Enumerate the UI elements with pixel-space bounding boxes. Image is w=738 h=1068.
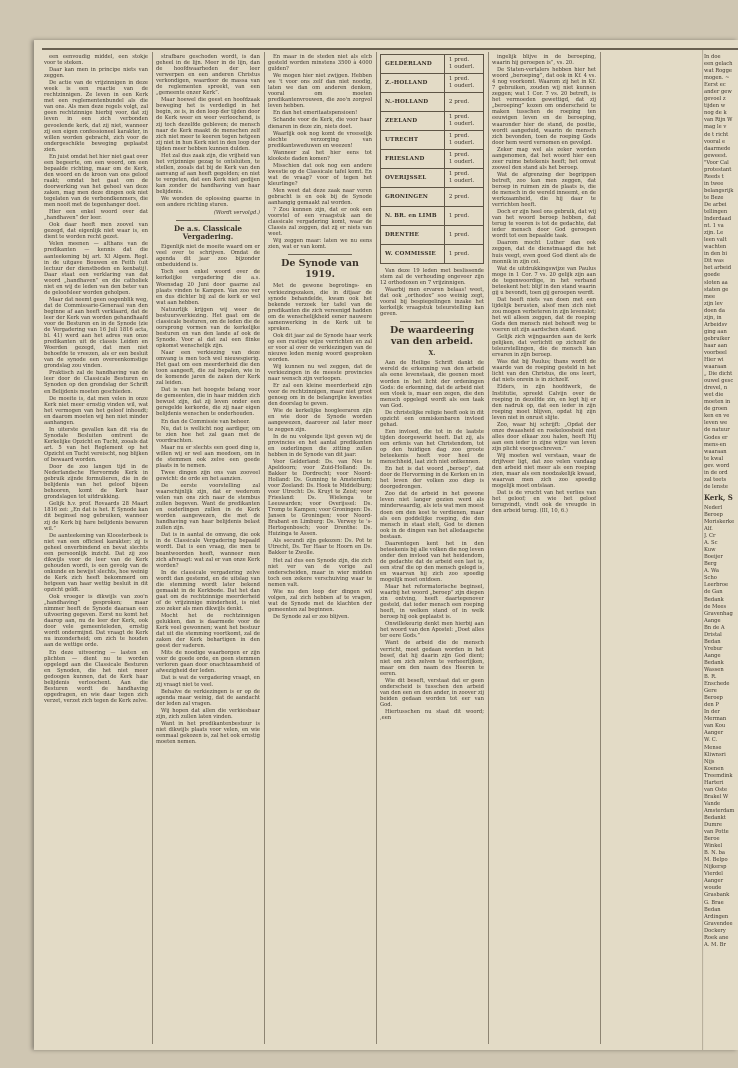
article-paragraph: Wanneer zal het hier eens tot klookste daden komen? xyxy=(268,149,372,162)
article-paragraph: Wij zeggen maar: laten we nu eens zien, wat er van komt. xyxy=(268,238,372,251)
column-5 xyxy=(492,54,596,1044)
province-name: GRONINGEN xyxy=(381,188,445,207)
article-paragraph: Zeker mag wel als zeker worden aangenomen, dat het woord hier een zeer ruime betekenis heeft; het omvat zoowel den stand als het beroep. xyxy=(492,146,596,171)
edge-text-line: Mense xyxy=(704,744,722,751)
column-rule xyxy=(600,52,601,1044)
edge-text-line: Merman xyxy=(704,716,727,723)
article-separator xyxy=(400,321,464,322)
article-paragraph: Mocht het de rechtzinnigen gelukken, dan is daarmede voor de Kerk veel gewonnen; want het bestuur dat uit die stemming voortkomt, zal de zaken der Kerk behartigen in den geest der vaderen. xyxy=(156,612,260,650)
article-paragraph: Nu, dat is wellicht nog aardiger, om te zien hoe het zal gaan met de voordrachten. xyxy=(156,425,260,444)
province-delegates: 1 pred. 1 ouderl. xyxy=(444,131,483,150)
edge-text-line: J. Cr xyxy=(704,533,716,540)
edge-text-line: Nederl xyxy=(704,504,723,511)
edge-text-line: te Beze xyxy=(704,194,724,201)
province-row xyxy=(381,226,484,245)
article-paragraph: Een invloed, die tot in de laatste tijden doorgewerkt heeft. Dat zij, als een erfenis van het Christendom, tot op den huidigen dag zoo groote beteekenis heeft voor heel de menschheid, laat zich niet ontkennen. xyxy=(380,428,484,466)
edge-text-line: van Rijn W xyxy=(704,117,733,124)
edge-text-line: „ Die dicht xyxy=(704,371,733,378)
edge-text-line: wet die xyxy=(704,392,724,399)
province-name: UTRECHT xyxy=(381,131,445,150)
edge-text-line: ken en ve xyxy=(704,413,730,420)
edge-text-line: Bedank xyxy=(704,596,724,603)
article-paragraph: Dat is wat de vergadering vraagt, en zij vraagt niet te veel. xyxy=(156,675,260,688)
article-paragraph: Praktisch zal de handhaving van de leer door de Classicale Besturen en Synoden op den grondslag der Schrift en Belijdenis moeten geschieden. xyxy=(44,370,148,395)
article-paragraph: Het zal dus zaak zijn, die vrijheid van het vrijzinnige gezag te ontsluiten, te stellen, zooals dat bij de Kerk van den aanvang af aan heeft gegolden; en niet te vergeten, dat een Kerk niet gedijen kan zonder de handhaving van haar belijdenis. xyxy=(156,152,260,196)
article-paragraph: Eigenlijk niet de moeite waard om er veel over te schrijven. Omdat de agenda dit jaar zoo bijzonder onbeduidend is. xyxy=(156,244,260,269)
province-delegates: 1 pred. 1 ouderl. xyxy=(444,112,483,131)
edge-text-line: W. C. xyxy=(704,737,718,744)
article-paragraph: Misschien dat ook nog een andere kwestie op de Classicale tafel komt. En wat de vraag? voor of tegen het kleurlinge? xyxy=(268,162,372,187)
edge-text-line: waaraan xyxy=(704,364,727,371)
edge-text-line: in de ord xyxy=(704,469,728,476)
article-paragraph: En dan de Commissie van beheer. xyxy=(161,418,250,425)
edge-text-line: Dit was xyxy=(704,258,724,265)
edge-text-line: M. Belpo xyxy=(704,857,728,864)
column-1 xyxy=(44,54,148,1044)
province-name: ZEELAND xyxy=(381,112,445,131)
article-paragraph: Doch er zijn heel ons gebruik, dat wij van het woord beroep hebben, dat terug te voeren is tot de gedachte, dat ieder mensch door God geroepen wordt tot een bepaalde taak. xyxy=(492,209,596,240)
edge-text-line: Inderdaad xyxy=(704,216,732,223)
column-rule xyxy=(488,52,489,1044)
article-paragraph: En maar in de steden niet als elcb gesteld worden minstens 3500 à 4000 gulden? xyxy=(268,54,372,73)
edge-text-line: Gere xyxy=(704,688,717,695)
article-paragraph: Daarentegen kent het in den beteekenis bij alle volken die nog leven onder den invloed van het heidendom, de gedachte dat de arbeid een last is, een straf die op den mensch gelegd is, en waarvan hij zich zoo spoedig mogelijk moet ontdoen. xyxy=(380,540,484,584)
edge-text-line: Aange xyxy=(704,652,721,659)
article-paragraph: Daar kan men in principe niets van zeggen. xyxy=(44,67,148,80)
article-paragraph: Waarlijk ook nog komt de vreeselijk slechte verzorging van predikantsweduwen en weezen! xyxy=(268,130,372,149)
edge-text-line: Bedan xyxy=(704,638,721,645)
edge-text-line: Kliwnsri xyxy=(704,751,726,758)
edge-text-line: ander gew xyxy=(704,89,732,96)
article-paragraph: een eenvoudig middel, een stokje voor te steken. xyxy=(44,54,148,67)
edge-text-line: de Gan xyxy=(704,589,723,596)
edge-text-line: Eerst ec xyxy=(704,82,726,89)
edge-text-line: nog de k xyxy=(704,110,727,117)
edge-text-line: A. M. Br xyxy=(704,941,726,948)
edge-text-line: Aange xyxy=(704,617,721,624)
edge-text-line: wachten xyxy=(704,244,727,251)
edge-text-line: mag le v xyxy=(704,124,727,131)
article-paragraph: Twee dingen zijn ons van zooveel gewicht: de orde en het aanzien. xyxy=(156,469,260,482)
edge-text-line: gebruiker xyxy=(704,335,730,342)
article-paragraph: Wie nu den loop der dingen wil volgen, zal zich hebben af te vragen, wat de Synode met de klachten der gemeenten zal beginnen. xyxy=(268,588,372,613)
article-paragraph: ingelijk blijve in de beroeping, waarin hij geroepen is”, vs. 20. xyxy=(492,54,596,67)
column-rule xyxy=(376,52,377,1044)
edge-text-line: Arbeidsv xyxy=(704,321,728,328)
edge-text-line: A. Wa xyxy=(704,568,720,575)
province-delegates: 1 pred. 1 ouderl. xyxy=(444,74,483,93)
newspaper-page xyxy=(34,40,738,1050)
edge-text-line: Godes er xyxy=(704,434,728,441)
edge-text-line: leven we xyxy=(704,420,728,427)
province-name: Z.-HOLLAND xyxy=(381,74,445,93)
article-paragraph: Wat de afgrenzing der begrippen betreft, zoo kan men zeggen, dat beroep in ruimen zin de plaats is, die de mensch in de wereld inneemt, en de werkzaamheid, die hij daar te verrichten heeft. xyxy=(492,171,596,209)
edge-text-line: A. Sc xyxy=(704,540,718,547)
article-paragraph: Elders, in zijn hoofdwerk, de Institutie, spreekt Calvijn over de roeping in dezelfde zin, en legt hij er den nadruk op, dat een ieder in zijn roeping moet blijven, opdat hij zijn leven niet in onrust slijte. xyxy=(492,384,596,421)
province-delegates: 1 pred. xyxy=(444,207,483,226)
article-paragraph: strafbare geschoden wordt, is dan geheel in de lijn. Meer in de lijn, dan de hoofdwaarheden der leer verwerpen en een anderen Christus verkondigen, waardoor de massa van de reglementen spreekt, van een „gemeente onzer Kerk”. xyxy=(156,54,260,97)
edge-text-line: Scho xyxy=(704,575,717,582)
province-name: N.-HOLLAND xyxy=(381,93,445,112)
province-row xyxy=(381,169,484,188)
edge-text-line: de t richt xyxy=(704,131,729,138)
article-paragraph: De eerste voorstelling zal waarschijnlijk zijn, dat er wederom velen van ons zich naar de stembus zullen begeven. Want de predikanten en ouderlingen zullen in de Kerk worden aangewezen, die met de handhaving van haar belijdenis belast zullen zijn. xyxy=(156,483,260,532)
province-delegates: 1 pred. 1 ouderl. xyxy=(444,169,483,188)
article-paragraph: Gelijk zich wijngaarden aan de kerk gelijken, dat verlichtt op zichzelf de teleurstellingen, die de mensch kan ervaren in zijn beroep. xyxy=(492,334,596,359)
province-delegates: 1 pred. 1 ouderl. xyxy=(444,150,483,169)
province-row xyxy=(381,74,484,93)
province-delegates: 2 pred. xyxy=(444,188,483,207)
edge-text-line: geweest. xyxy=(704,152,728,159)
edge-text-line: Beroep xyxy=(704,695,723,702)
province-delegates: 1 pred. xyxy=(444,245,483,264)
article-heading-synode: De Synode van 1919. xyxy=(281,258,359,280)
edge-text-line: Koenen xyxy=(704,765,724,772)
edge-text-line: vooral e xyxy=(704,138,726,145)
article-separator xyxy=(288,254,352,255)
edge-text-line: Alf. xyxy=(704,526,713,533)
edge-text-line: Vierdel xyxy=(704,871,723,878)
next-page-edge xyxy=(704,54,738,1044)
article-paragraph: Dat heeft niets van doen met een lijdelijk berusten, alsof men zich niet zou mogen verbeteren in zijn levenslot; het wil alleen zeggen, dat de roeping Gods den mensch niet behoeft weg te voeren uit zijn aardschen stand. xyxy=(492,296,596,334)
province-table xyxy=(380,54,484,264)
edge-text-line: Ardingen xyxy=(704,913,729,920)
column-4 xyxy=(380,54,484,1044)
article-paragraph: ? Zou kunnen zijn, dat er ook een voorstel of een vraagstuk aan de classicale vergadering komt, waar de Classis zal zeggen, dat zij er niets van weet. xyxy=(268,207,372,238)
province-row xyxy=(381,93,484,112)
edge-text-line: ging aan xyxy=(704,328,727,335)
edge-text-line: B. R. xyxy=(704,674,717,681)
article-paragraph: En juist omdat het hier niet gaat over een begeerte, om een woord, om een bepaalde richting, maar om de Kerk, den woord en de kroon van ons geloof raakt; omdat het gaat om de doorwerking van het geheel van deze zaken, mag men deze dingen ook niet tegelaten van de verbondkenmers, die men nooit met de tegenhanger doet. xyxy=(44,153,148,209)
edge-text-line: sloten aa xyxy=(704,279,728,286)
edge-text-line: woude xyxy=(704,885,722,892)
province-row xyxy=(381,188,484,207)
article-paragraph: De aanteekening van Kloosterbeek is niet van een officieel karakter; zij is geheel onverbindend en bevat slechts een persoonlijk inzicht. Dat zij zoo dikwijls voor de leer van de Kerk gehouden wordt, is een gevolg van de onkunde en bewijst slechts, hoe weinig de Kerk zich heeft bekommerd om hetgeen van haar wettig besluit in dit opzicht geldt. xyxy=(44,532,148,594)
edge-text-line: zijn lev xyxy=(704,300,723,307)
column-rule xyxy=(264,52,265,1044)
column-2 xyxy=(156,54,260,1044)
edge-text-line: Treemdink xyxy=(704,772,733,779)
edge-text-line: Nijs xyxy=(704,758,715,765)
article-paragraph: Schande voor de Kerk, die voor haar dienaren in deze zin, niets doet. xyxy=(268,117,372,130)
province-row xyxy=(381,131,484,150)
article-paragraph: In uiterste gevallen kan dit via de Synodale Besluiten omtrent de Kerkelijke Opzicht en Tucht, zooals dat art. 5 van het Reglement op het Opzicht en Tucht vereischt, nog blijken of bewaard worden. xyxy=(44,426,148,464)
article-paragraph: Als secundi zijn gekozen: Ds. Pot te Utrecht, Ds. Ter Haar te Hoorn en Ds. Bakker te Zwolle. xyxy=(268,538,372,557)
edge-text-line: waaraan xyxy=(704,448,727,455)
edge-text-line: Enschede xyxy=(704,681,730,688)
article-paragraph: Wat de uitdrukkingswijze van Paulus moge in 1 Cor. 7 vs. 20 gelijk zijn aan de tegenwoordige, in het verband beteekent het: blijf in den stand waarin gij u bevondt, toen gij geroepen werdt. xyxy=(492,265,596,296)
edge-text-line: ouwel gesc xyxy=(704,378,734,385)
edge-text-line: Vrebur xyxy=(704,645,723,652)
province-delegates: 1 pred. xyxy=(444,226,483,245)
edge-text-line: Bedank xyxy=(704,659,724,666)
edge-text-line: In doe xyxy=(704,54,721,60)
edge-text-line: Amsterdam xyxy=(704,807,735,814)
article-paragraph: En deze uitvoering — lasten en plichten — dient nu te worden opgelegd aan die Classicale Besturen en Synoden, die het niet meer gedoogen kunnen, dat de Kerk haar belijdenis verloochent. Aan die Besturen wordt de handhaving opgedragen, en wie daar tegen zich verzet, verzet zich tegen de Kerk zelve. xyxy=(44,649,148,704)
edge-text-line: Winkel xyxy=(704,843,723,850)
article-paragraph: Dat is van het hoogste belang voor de gemeenten, die in haar midden zich bewust zijn, dat zij leven onder een geregelde kerkorde, die zij naar eigen belijdenis wenschen te onderhouden. xyxy=(156,387,260,418)
article-paragraph: Aan de Heilige Schrift dankt de wereld de erkenning van den arbeid als eene levenstaak, die geenen moet worden in het licht der ordeningen Gods: de erkenning, dat de arbeid niet een vloek is, maar een zegen, die den mensch opgelegd wordt als een taak van God. xyxy=(380,360,484,409)
article-paragraph: Dat is de vrucht van het verlies van het geloof; en wie het geloof terugvindt, vindt ook de vreugde in den arbeid terug. (III, 10, 6.) xyxy=(492,490,596,515)
province-row xyxy=(381,112,484,131)
article-paragraph: Velen meenen — althans van de predikanten — kennis dat die aanteekening bij art. XI Algem. Regl. in de uitgave Bouwen en Feith (uit lectuur der dienstboden en kenbatij). Daar staat een verklaring van dat woord „handhaven” en die catholiek niet en wij de leden van den beter van de geloofsleer worden geholpen. xyxy=(44,241,148,296)
edge-text-line: Kuw xyxy=(704,547,716,554)
article-paragraph: Hier een enkel woord over dat „handhaven” der leer. xyxy=(44,209,148,222)
edge-text-line: de groen xyxy=(704,406,728,413)
edge-text-line: nt. 1 va xyxy=(704,223,724,230)
edge-text-line: staten ge xyxy=(704,286,729,293)
edge-text-line: Bedankt xyxy=(704,814,726,821)
article-paragraph: In de nu volgende lijst geven wij de provincies en het aantal predikanten en ouderlingen die zitting zullen hebben in de Synode van dit jaar: xyxy=(268,433,372,458)
edge-text-line: Bn de A xyxy=(704,624,725,631)
province-name: OVERIJSSEL xyxy=(381,169,445,188)
edge-text-line: de natuur xyxy=(704,427,730,434)
article-paragraph: Maar nu er slechts een goed ding is, willen wij er wel aan meedoen, om in de stemmen ook zelve een goede plaats in te nemen. xyxy=(156,444,260,469)
edge-text-line: zijn, in xyxy=(704,314,722,321)
edge-text-line: Reeds t xyxy=(704,173,724,180)
edge-text-line: G. Brae xyxy=(704,899,724,906)
edge-heading: Kerk, S xyxy=(704,492,733,502)
edge-text-line: Beroep xyxy=(704,511,723,518)
article-paragraph: Maar het reformatorische beginsel, waarbij het woord „beroep” zijn diepen zin ontving, heeft daartegenover gesteld, dat ieder mensch een roeping heeft, in welken stand of in welk beroep hij ook geplaatst is. xyxy=(380,584,484,621)
edge-text-line: van Kou xyxy=(704,723,726,730)
edge-text-line: de lenste xyxy=(704,483,728,490)
edge-text-line: Dristal xyxy=(704,631,722,638)
edge-text-line: tellingen xyxy=(704,209,728,216)
edge-text-line: in twee xyxy=(704,180,724,187)
article-paragraph: En dan het emeritaatspensioen! xyxy=(273,110,358,117)
edge-text-line: Dockery xyxy=(704,927,726,934)
article-paragraph: Was dat bij Paulus; thans wordt de waarde van de roeping gesteld in het licht van den Christus, die ons leert, dat niets onrein is in zichzelf. xyxy=(492,359,596,384)
article-paragraph: En het is dat woord „beroep”, dat door de Hervorming in de Kerken en in het leven der volken zoo diep is doorgedrongen. xyxy=(380,466,484,491)
article-paragraph: De christelijke religie heeft ook in dit opzicht een onmiskenbaren invloed gehad. xyxy=(380,409,484,428)
column-rule xyxy=(152,52,153,1044)
article-paragraph: Ook dit jaar zal de Synode haar werk op een rustige wijze verrichten en zal er voor al over de verkiezingen van de nieuwe leden menig woord gesproken worden. xyxy=(268,332,372,364)
province-name: W. COMMISSIE xyxy=(381,245,445,264)
edge-text-line: Roek ane xyxy=(704,934,729,941)
article-heading-classicale: De a.s. Classicale Vergadering. xyxy=(174,224,242,242)
article-paragraph: Naar een verkiezing van deze omvang is men toch wel nieuwsgierig. Het gaat om een meerderheid die den toon aangeeft, die zal bepalen, wie in de komende jaren de zaken der Kerk zal leiden. xyxy=(156,350,260,387)
article-paragraph: De moeite is, dat men velen in onze Kerk niet meer ernstig vinden wil, wat het vermogen van het geloof inhoudt; en daarom moeten wij hen niet minder aanhangen. xyxy=(44,395,148,426)
province-delegates: 1 pred. 1 ouderl. xyxy=(444,55,483,74)
column-3 xyxy=(268,54,372,1044)
edge-text-line: Aanger xyxy=(704,730,724,737)
province-name: FRIESLAND xyxy=(381,150,445,169)
article-paragraph: Wie de kerkelijke hoogleeraren zijn en wie door de Synode worden aangewezen, daarover zal later meer te zeggen zijn. xyxy=(268,408,372,433)
province-delegates: 2 pred. xyxy=(444,93,483,112)
article-paragraph: Zoo, waar hij schrijft: „Opdat der onze dwaasheid en roekeloosheid niet alles door elkaar zou halen, heeft Hij aan een ieder in zijne wijze van leven zijn plicht voorgeschreven.” xyxy=(492,421,596,452)
edge-text-line: Harteri xyxy=(704,779,724,786)
article-paragraph: We wonden de oplossing gaarne in een andere richting sturen. xyxy=(156,196,260,209)
edge-text-line: belangsrijk xyxy=(704,187,734,194)
article-numeral: X. xyxy=(428,350,436,358)
edge-text-line: mogen. ~ xyxy=(704,75,730,82)
edge-text-line: te kwal xyxy=(704,455,724,462)
edge-text-line: Berg xyxy=(704,561,717,568)
edge-text-line: goede xyxy=(704,272,720,279)
article-paragraph: Behalve de verkiezingen is er op de agenda maar weinig, dat de aandacht der leden zal vragen. xyxy=(156,688,260,707)
province-row xyxy=(381,55,484,74)
province-row xyxy=(381,245,484,264)
article-paragraph: We mogen hier niet zwijgen. Hebben we 't voor ons zelf dan niet noodig, laten we dan om anderen denken, vooral om moeten predikantenvrouwen, die zoo'n zorgvol leven hebben. xyxy=(268,73,372,110)
article-paragraph: Onwillekeurig denkt men hierbij aan het woord van den Apostel: „Doet alles ter eere Gods.” xyxy=(380,621,484,640)
edge-text-line: doen da xyxy=(704,307,725,314)
article-paragraph: Maar hoewel die geest en hoofdzaak beweging het is verdedigd in het begin, ze is, in den loop der tijden door de Kerk weer en weer verloochend, is zij toch dezelfde gebleven; de mensch naar de Kerk maakt de menschen zelf zich niet meer te keeren tegen hetgeen zij niet in hun Kerk niet in den loop der tijden meer hebben kunnen dulden. xyxy=(156,97,260,152)
edge-text-line: Beroe xyxy=(704,836,720,843)
article-paragraph: De actie van de vrijzinnigen in deze week is een reactie van de rechtzinnigen. Ze leven in een Kerk met een reglementenbundel als die van ons. Als men deze regels volgt, zal geen rechtzinnige hierbij voor, dat zij leven in een zich verbonden gevoelende kerk, dat zij niet, wanneer zij een eigen confessioneel karakter, in willen worden gebracht, zich voor de ondergeschikte beweging geplaatst zien. xyxy=(44,80,148,153)
edge-text-line: van Potte xyxy=(704,829,729,836)
article-paragraph: Hiertusschen nu staat dit woord; ,een xyxy=(380,709,484,722)
article-paragraph: Ook vroeger is dikwijls van zoo'n „handhaving” gesproken; maar nimmer heeft de Synode daaraan een uitvoering gegeven. Eerst nu komt het daarop aan, nu de leer der Kerk, ook door vele gemeenteleden, ernstig wordt ondermijnd. Dat vraagt de Kerk nu inzonderheid; om zich te houden aan de wettige orde. xyxy=(44,594,148,649)
article-paragraph: Want de arbeid die de mensch verricht, moet gedaan worden in het besef, dat hij daarin zijn God dient; niet om zich zelven te verheerlijken, maar om den naam des Heeren te eeren. xyxy=(380,640,484,677)
edge-text-line: Gravendee xyxy=(704,920,733,927)
edge-text-line: moeten in xyxy=(704,399,731,406)
edge-text-line: Vande xyxy=(704,800,721,807)
edge-text-line: het arbeid xyxy=(704,265,732,272)
article-paragraph: Natuurlijk krijgen wij weer de bestuursverkiezing. Het gaat om de classicale besturen, om de leden die de oorsprong vormen van de kerkelijke besturen en van den lande af ook de Synode. Voor al dat zal een flinke opkomst wenschelijk zijn. xyxy=(156,306,260,349)
edge-text-line: den P xyxy=(704,702,719,709)
edge-text-line: drevel, n xyxy=(704,385,728,392)
edge-text-line: mee xyxy=(704,293,716,300)
article-paragraph: Van deze 19 leden met beslissende stem zal de verhouding ongeveer zijn 12 orthodoxen en 7 vrijzinnigen. xyxy=(380,268,484,287)
province-name: GELDERLAND xyxy=(381,55,445,74)
edge-text-line: Wassen xyxy=(704,666,724,673)
article-paragraph: De Synode zal er zoo blijven. xyxy=(273,613,350,620)
edge-text-line: Hier wi xyxy=(704,357,724,364)
article-paragraph: Er zal een kleine meerderheid zijn voor de rechtzinnigen, maar niet groot genoeg om in de belangrijke kwesties den doorslag te geven. xyxy=(268,383,372,408)
article-paragraph: Daarom mocht Luther dan ook zeggen, dat de dienstmaagd die het huis veegt, even goed God dient als de monnik in zijn cel. xyxy=(492,240,596,265)
edge-text-line: "Voor Cal xyxy=(704,159,729,166)
edge-text-line: daarmede xyxy=(704,145,731,152)
article-paragraph: Met de gewone begrotings- en verkiezingszaken, die in ditjaar de synode behandelde, kwam ook het bekende verzoek ter tafel van de predikanten die zich vereenigd hadden om de wenschelijkheid eener nauwere samenwerking in de Kerk uit te spreken. xyxy=(268,283,372,332)
article-paragraph: Toch een enkel woord over de kerkelijke vergadering die a.s. Woensdag 20 Juni door gaarne zal plaats vinden te Kampen. Van zoo ver en dus dichter bij zal de kerk er wel wat aan hebben. xyxy=(156,269,260,306)
edge-text-line: wat Rogge xyxy=(704,68,733,75)
article-paragraph: Voor Gelderland: Ds. van Nes te Apeldoorn; voor Zuid-Holland: Ds. Bakker te Dordrecht; voor Noord-Holland: Ds. Gunning te Amsterdam; voor Zeeland: Ds. Hoek te Middelburg; voor Utrecht: Ds. Kruyt te Zeist; voor Friesland: Ds. Wielenga te Leeuwarden; voor Overijssel: Ds. Tromp te Kampen; voor Groningen: Ds. Jansen te Groningen; voor Noord-Brabant en Limburg: Ds. Verwey te 's-Hertogenbosch; voor Drenthe: Ds. Huizinga te Assen. xyxy=(268,458,372,538)
edge-text-line: zal teets xyxy=(704,476,727,483)
province-row xyxy=(381,207,484,226)
article-paragraph: Wij kunnen nu wel zeggen, dat de verkiezingen in de meeste provincies naar wensch zijn verloopen. xyxy=(268,364,372,383)
article-paragraph: Zoo dat de arbeid in het gewone leven niet langer gezien werd als minderwaardig, als iets wat men moest doen om den kost te verdienen, maar als een goddelijke roeping, die den mensch in staat stelt, God te dienen ook in de dingen van het alledaagsche bestaan. xyxy=(380,491,484,540)
edge-text-line: Gravenhag xyxy=(704,610,733,617)
edge-text-line: in den bi xyxy=(704,251,728,258)
edge-text-line: zijn. Le xyxy=(704,230,724,237)
article-paragraph: In de classicale vergadering zelve wordt dan gestemd, en de uitslag van die stemming wordt later bekend gemaakt in de Kerkbode. Dat het dan gaat om de rechtzinnige meerderheid of de vrijzinnige minderheid, is niet zoo zeker als men dikwijls denkt. xyxy=(156,569,260,612)
edge-text-line: Moriskerke xyxy=(704,519,735,525)
edge-text-line: de Mees xyxy=(704,603,727,610)
article-paragraph: Mits de noodige waarborgen er zijn voor de goede orde, en geen stemmen verloren gaan door onachtzaamheid of afwezigheid der leden. xyxy=(156,650,260,675)
article-paragraph: Waarbij men ervaren belaas! weet, dat ook „orthodox” soo weinig zegt, vooral bij bespiegelingen inzake het kerkelijk vraagstuk teleurstelling kan geven. xyxy=(380,287,484,318)
edge-text-line: protestant xyxy=(704,166,732,173)
article-paragraph: Door de zoo langen tijd in de Nederlandsche Hervormde Kerk in gebruik zijnde formulieren, die in de belijdenis van het geloof bijeen behooren, komt de Kerk haar grondslagen tot uitdrukking. xyxy=(44,464,148,501)
article-paragraph: Wij moeten wel verstaan, waar de drijfveer ligt, dat zoo velen vandaag den arbeid niet meer als een roeping zien, maar als een noodzakelijk kwaad, waarvan men zich zoo spoedig mogelijk moet ontslaan. xyxy=(492,453,596,490)
edge-text-line: Brakel W xyxy=(704,793,729,800)
edge-text-line: Bedan xyxy=(704,906,721,913)
edge-text-line: Grasbank xyxy=(704,892,730,899)
article-paragraph: Want in het predikantenbestuur is niet dikwijls plaats voor velen, en wie eenmaal gekozen is, zal het ook ernstig moeten nemen. xyxy=(156,720,260,745)
article-separator xyxy=(176,220,240,221)
edge-text-line: Aanger xyxy=(704,878,724,885)
article-paragraph: Ook daar heeft men zoovel van gezegd, dat eigenlijk niet waar is, en dient te worden recht gezet. xyxy=(44,222,148,241)
article-paragraph: Dat is in aantal de omvang, die ook in de Classicale Vergadering bepaald wordt. Dat is een vraag, die men te beantwoorden heeft, wanneer men zich afvraagt: wat zal er van onze Kerk worden? xyxy=(156,532,260,569)
edge-text-line: tijden w xyxy=(704,103,726,110)
edge-text-line: gev. word xyxy=(704,462,730,469)
edge-text-line: mens-en xyxy=(704,441,727,448)
edge-text-line: Boeijer xyxy=(704,554,723,561)
article-signature: (Wordt vervolgd.) xyxy=(213,210,260,217)
province-name: DRENTHE xyxy=(381,226,445,245)
article-paragraph: De Staten-vertalers hebben hier het woord „beroeping”, dat ook in Kf. 4 vs. 4 nog voorkomt. Waarom zij het in Kf. 7 gebruiken, zouden wij niet kunnen zeggen; wat 1 Cor. 7 vs. 20 betreft, is het vermoeden gewettigd, dat zij „beroeping” kozen om onderscheid te maken tusschen de roeping ten eeuwigen leven en de beroeping, waaronder hier de stand, de positie, wordt aangeduid, waarin de mensch zich bevonden, toen de roeping Gods door hem werd vernomen en gevolgd. xyxy=(492,67,596,146)
article-heading-arbeid: De waardeering van den arbeid. xyxy=(390,325,474,347)
province-row xyxy=(381,150,484,169)
edge-text-line: De arbei xyxy=(704,201,727,208)
edge-text-line: voorbeel xyxy=(704,349,727,356)
edge-text-line: leen valt xyxy=(704,237,727,244)
edge-text-line: van Oste xyxy=(704,786,728,793)
article-paragraph: Men weet dat deze zaak naar voren gebracht is en ook bij de Synode aanhangig gemaakt zal worden. xyxy=(268,187,372,207)
article-paragraph: Gelijk h.v. prof. Rovaards 28 Maart 1816 zei: „En dat is het. E Synode kan dit beginsel nog gebruiken, wanneer zij de Kerk bij hare belijdenis bewaren wil.” xyxy=(44,501,148,532)
edge-text-line: Dumre xyxy=(704,822,722,829)
edge-text-line: Nijkersp xyxy=(704,864,727,871)
article-paragraph: Maar dat neemt geen oogenblik weg, dat de Commissarie-Generaal van den beginne af aan heeft verklaard, dat de leer der Kerk van worden gehandhaafd voor de Besturen en in de Synode (zie de Vergadering van 16 Juli 1816 acta, bl. 41) werd aan het adres van onze predikanten uit de classis Leiden en Woerden gezegd, dat men niet behoefde te vreezen, als er een besluit van de synode een overeenkomstige grondslag zou vinden. xyxy=(44,296,148,370)
province-name: N. BR. en LIMB xyxy=(381,207,445,226)
article-paragraph: Het zal dus een Synode zijn, die zich niet ver van de vorige zal onderscheiden, maar in wier midden toch een zekere verschuiving waar te nemen valt. xyxy=(268,557,372,588)
edge-text-line: een gelach xyxy=(704,61,733,68)
edge-text-line: Leerbroe xyxy=(704,582,729,589)
edge-text-line: gevoel z xyxy=(704,96,726,103)
edge-text-line: In der xyxy=(704,709,720,716)
header-rule xyxy=(42,48,738,50)
edge-text-line: B. N. ba xyxy=(704,850,726,857)
article-paragraph: Wie dit beseft, verstaat dat er geen onderscheid is tusschen den arbeid van den een en den ander, in zoover zij beiden gedaan worden tot eer van God. xyxy=(380,677,484,708)
edge-text-line: haar aan xyxy=(704,342,728,349)
article-paragraph: Wij hopen dat allen die verkiesbaar zijn, zich zullen laten vinden. xyxy=(156,707,260,720)
